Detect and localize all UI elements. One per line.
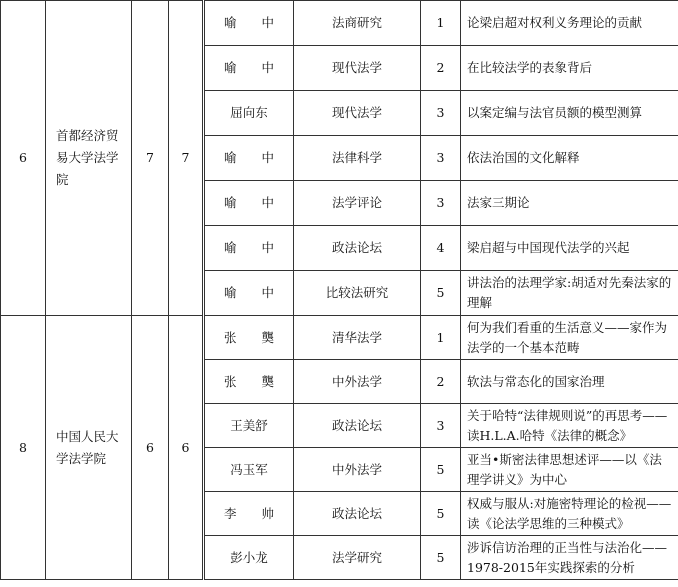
author-cell: 李 帅 [204, 492, 294, 536]
author-cell: 屈向东 [204, 91, 294, 136]
journal-cell: 法学研究 [294, 536, 421, 580]
title-cell: 权威与服从:对施密特理论的检视——读《论法学思维的三种模式》 [461, 492, 678, 536]
author-cell: 喻 中 [204, 46, 294, 91]
issue-cell: 1 [421, 316, 461, 360]
title-cell: 论梁启超对权利义务理论的贡献 [461, 1, 678, 46]
author-cell: 喻 中 [204, 226, 294, 271]
issue-cell: 3 [421, 404, 461, 448]
issue-cell: 5 [421, 448, 461, 492]
count-a-cell: 6 [132, 316, 169, 580]
author-cell: 王美舒 [204, 404, 294, 448]
title-cell: 关于哈特“法律规则说”的再思考——读H.L.A.哈特《法律的概念》 [461, 404, 678, 448]
journal-cell: 法律科学 [294, 136, 421, 181]
journal-cell: 法学评论 [294, 181, 421, 226]
count-a-cell: 7 [132, 1, 169, 316]
journal-cell: 政法论坛 [294, 492, 421, 536]
author-cell: 彭小龙 [204, 536, 294, 580]
institution-cell: 中国人民大学法学院 [46, 316, 132, 580]
author-cell: 冯玉军 [204, 448, 294, 492]
issue-cell: 2 [421, 360, 461, 404]
title-cell: 亚当•斯密法律思想述评——以《法理学讲义》为中心 [461, 448, 678, 492]
issue-cell: 5 [421, 271, 461, 316]
author-cell: 张 龑 [204, 360, 294, 404]
issue-cell: 4 [421, 226, 461, 271]
journal-cell: 中外法学 [294, 360, 421, 404]
author-cell: 喻 中 [204, 271, 294, 316]
title-cell: 以案定编与法官员额的模型测算 [461, 91, 678, 136]
journal-cell: 清华法学 [294, 316, 421, 360]
count-b-cell: 7 [169, 1, 204, 316]
title-cell: 法家三期论 [461, 181, 678, 226]
issue-cell: 5 [421, 492, 461, 536]
title-cell: 涉诉信访治理的正当性与法治化——1978-2015年实践探索的分析 [461, 536, 678, 580]
author-cell: 喻 中 [204, 181, 294, 226]
table-row [1, 316, 678, 360]
title-cell: 何为我们看重的生活意义——家作为法学的一个基本范畴 [461, 316, 678, 360]
author-cell: 喻 中 [204, 136, 294, 181]
title-cell: 依法治国的文化解释 [461, 136, 678, 181]
rank-cell: 8 [1, 316, 46, 580]
issue-cell: 3 [421, 91, 461, 136]
issue-cell: 1 [421, 1, 461, 46]
journal-cell: 政法论坛 [294, 226, 421, 271]
title-cell: 讲法治的法理学家:胡适对先秦法家的理解 [461, 271, 678, 316]
author-cell: 张 龑 [204, 316, 294, 360]
journal-cell: 现代法学 [294, 46, 421, 91]
title-cell: 在比较法学的表象背后 [461, 46, 678, 91]
author-cell: 喻 中 [204, 1, 294, 46]
issue-cell: 3 [421, 136, 461, 181]
journal-cell: 政法论坛 [294, 404, 421, 448]
table-row [1, 1, 678, 46]
journal-cell: 中外法学 [294, 448, 421, 492]
journal-cell: 现代法学 [294, 91, 421, 136]
count-b-cell: 6 [169, 316, 204, 580]
rank-cell: 6 [1, 1, 46, 316]
issue-cell: 2 [421, 46, 461, 91]
issue-cell: 3 [421, 181, 461, 226]
institution-cell: 首都经济贸易大学法学院 [46, 1, 132, 316]
title-cell: 梁启超与中国现代法学的兴起 [461, 226, 678, 271]
journal-cell: 比较法研究 [294, 271, 421, 316]
journal-cell: 法商研究 [294, 1, 421, 46]
issue-cell: 5 [421, 536, 461, 580]
title-cell: 软法与常态化的国家治理 [461, 360, 678, 404]
